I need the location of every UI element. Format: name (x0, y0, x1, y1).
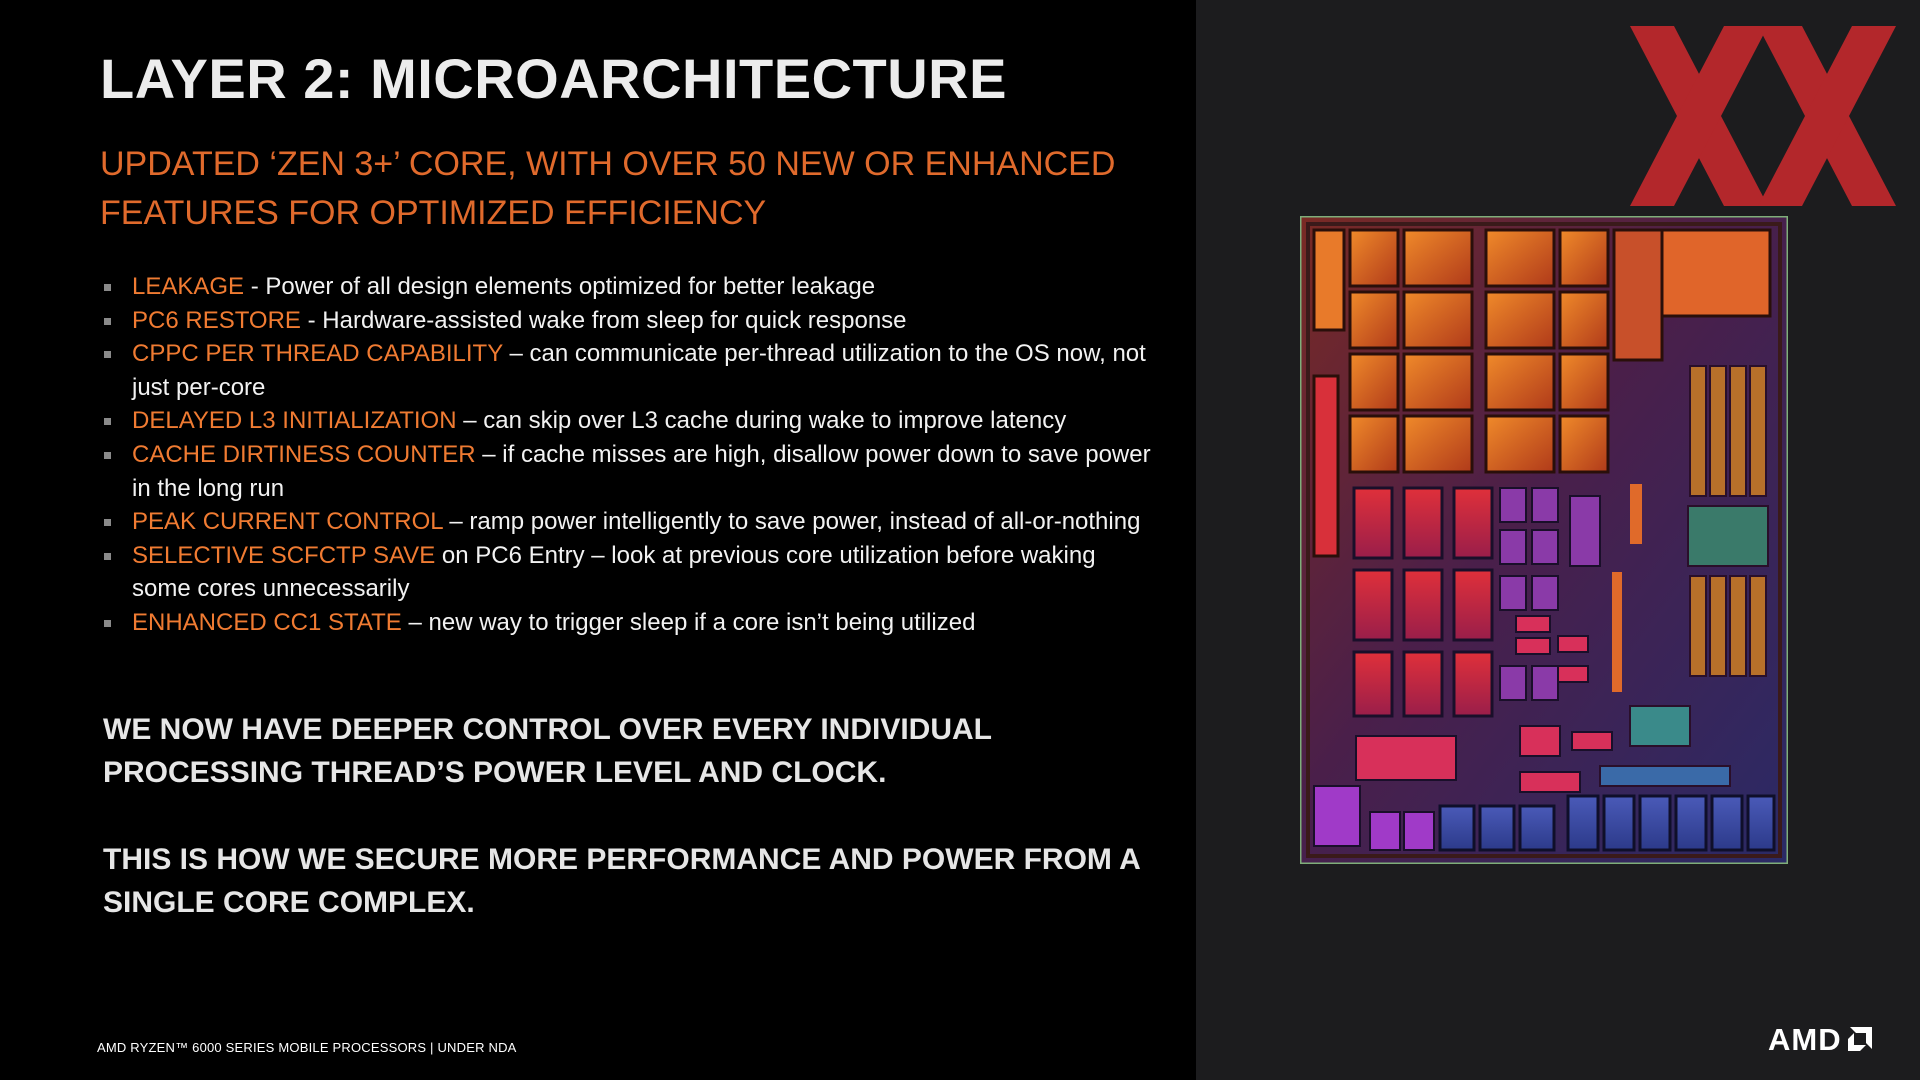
feature-key: CACHE DIRTINESS COUNTER (132, 440, 476, 468)
feature-item-selective-scfctp (100, 539, 1160, 606)
bullet-square-icon (104, 318, 111, 325)
bullet-square-icon (104, 284, 111, 291)
feature-text: - Power of all design elements optimized for better leakage (244, 273, 876, 300)
slide-subtitle (100, 140, 1160, 238)
statement-control (103, 708, 1163, 794)
slide-title: LAYER 2: MICROARCHITECTURE (100, 47, 1007, 110)
feature-text: on PC6 Entry – look at previous core utilization before waking some cores unnecessarily (132, 541, 1096, 603)
amd-logo (1768, 1022, 1872, 1058)
bullet-square-icon (104, 519, 111, 526)
feature-text: – if cache misses are high, disallow power down to save power in the long run (132, 440, 1151, 502)
feature-key: LEAKAGE (132, 273, 245, 300)
xx-watermark-icon (1630, 26, 1896, 206)
bullet-square-icon (104, 553, 111, 560)
feature-key: PC6 RESTORE (132, 306, 301, 334)
amd-logo-text: AMD (1768, 1022, 1842, 1057)
processor-die-shot (1300, 216, 1788, 864)
feature-key: ENHANCED CC1 STATE (132, 608, 402, 636)
feature-item-enhanced-cc1 (100, 606, 1160, 640)
feature-item-pc6-restore (100, 304, 1160, 338)
statement-1-line-1: WE NOW HAVE DEEPER CONTROL OVER EVERY INDIVIDUAL (103, 713, 992, 746)
statement-2-line-2: SINGLE CORE COMPLEX. (103, 886, 475, 919)
feature-text: - Hardware-assisted wake from sleep for quick response (300, 306, 907, 334)
feature-key: PEAK CURRENT CONTROL (132, 508, 443, 536)
subtitle-line-1: UPDATED ‘ZEN 3+’ CORE, WITH OVER 50 NEW OR ENHANCED (100, 145, 1116, 183)
statement-2-line-1: THIS IS HOW WE SECURE MORE PERFORMANCE AND POWER FROM A (103, 843, 1141, 876)
feature-item-peak-current (100, 505, 1160, 539)
bullet-square-icon (104, 452, 111, 459)
feature-key: SELECTIVE SCFCTP SAVE (132, 541, 436, 569)
statement-performance (103, 838, 1163, 924)
feature-list (100, 270, 1160, 640)
feature-key: CPPC PER THREAD CAPABILITY (132, 340, 503, 368)
statement-1-line-2: PROCESSING THREAD’S POWER LEVEL AND CLOCK. (103, 756, 887, 789)
feature-key: DELAYED L3 INITIALIZATION (132, 407, 457, 435)
feature-text: – ramp power intelligently to save power, instead of all-or-nothing (442, 508, 1141, 536)
bullet-square-icon (104, 418, 111, 425)
feature-item-cppc (100, 337, 1160, 404)
amd-arrow-icon (1846, 1027, 1872, 1053)
feature-item-delayed-l3 (100, 404, 1160, 438)
feature-item-cache-dirtiness (100, 438, 1160, 505)
bullet-square-icon (104, 620, 111, 627)
feature-text: – can communicate per-thread utilization to the OS now, not just per-core (132, 340, 1146, 401)
subtitle-line-2: FEATURES FOR OPTIMIZED EFFICIENCY (100, 194, 767, 232)
feature-text: – can skip over L3 cache during wake to improve latency (456, 407, 1067, 435)
bullet-square-icon (104, 351, 111, 358)
slide-footer: AMD RYZEN™ 6000 SERIES MOBILE PROCESSORS | UNDER NDA (97, 1040, 517, 1055)
feature-item-leakage (100, 270, 1160, 304)
feature-text: – new way to trigger sleep if a core isn’t being utilized (401, 608, 976, 636)
